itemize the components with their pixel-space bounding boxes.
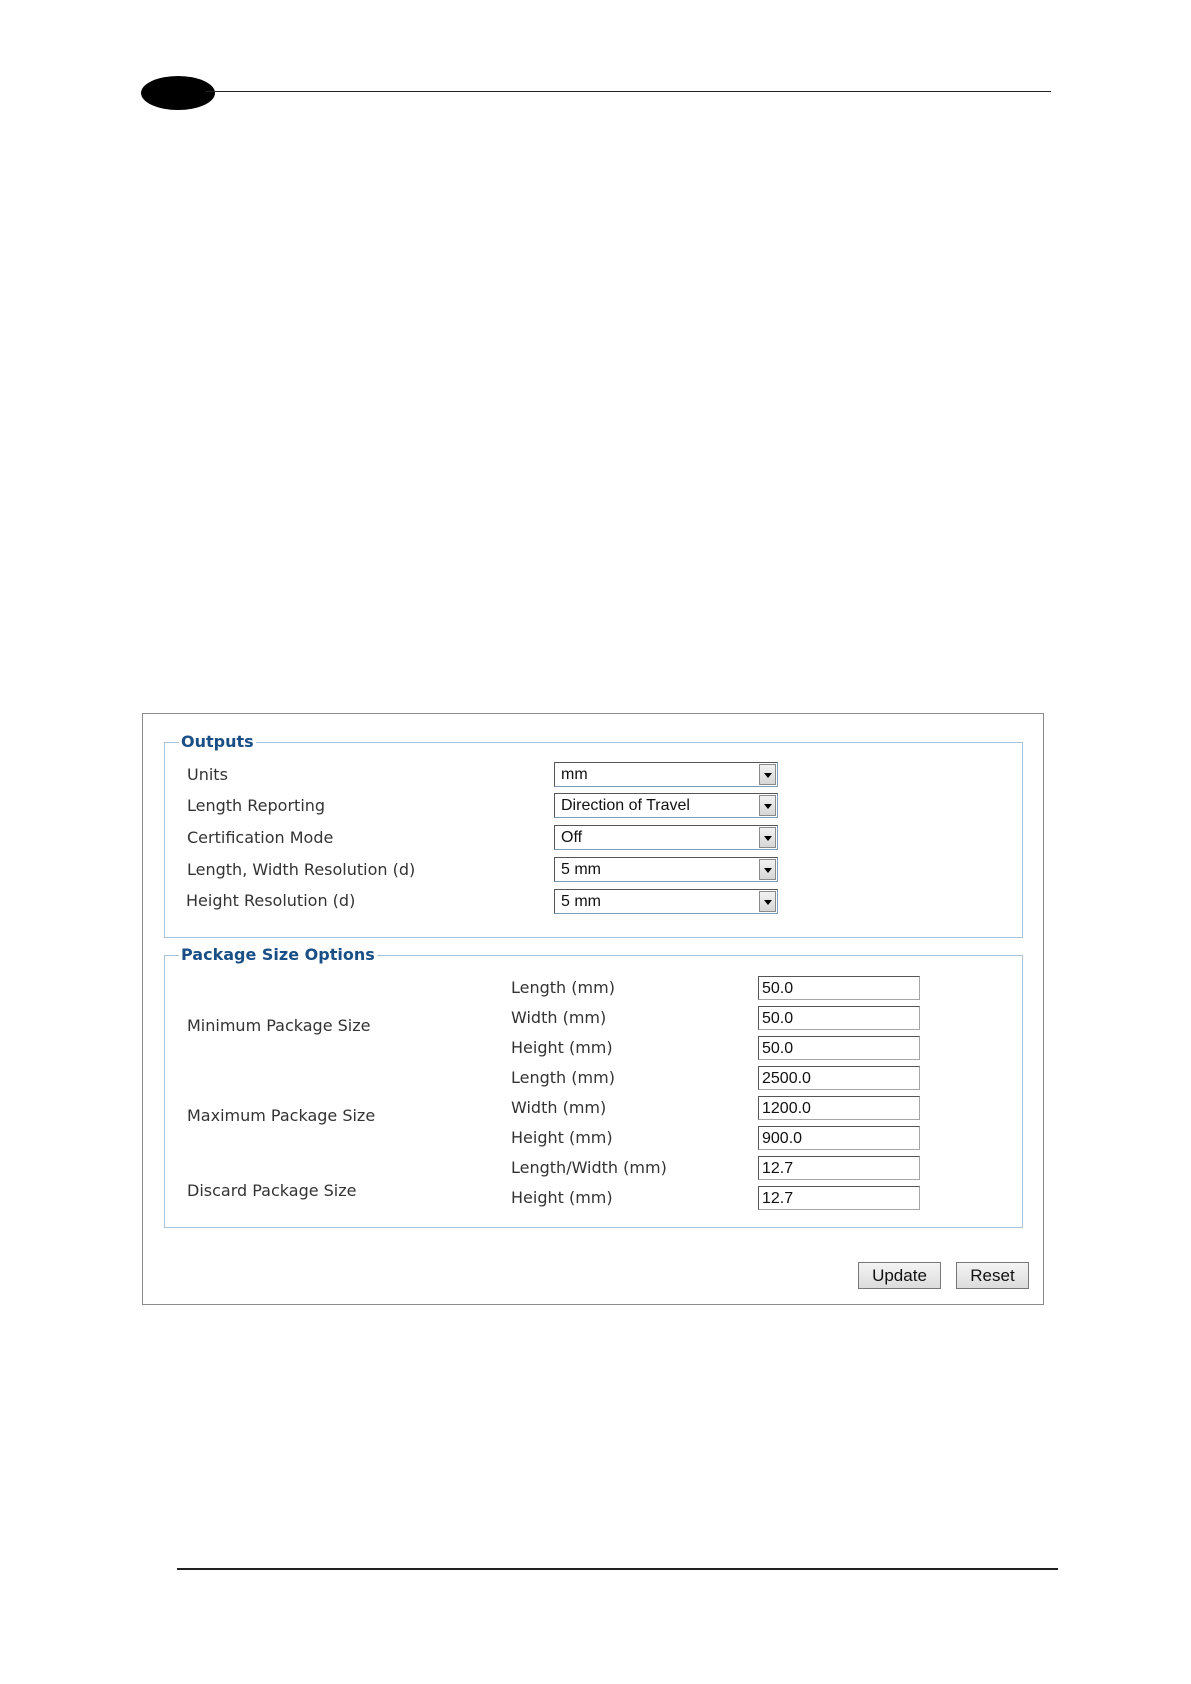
discard-package-size-label: Discard Package Size [187,1181,357,1200]
min-length-label: Length (mm) [511,978,615,997]
discard-length-width-input[interactable]: 12.7 [758,1156,920,1180]
certification-mode-select[interactable] [554,825,778,850]
package-size-legend: Package Size Options [181,945,375,964]
chevron-down-icon[interactable] [759,827,776,848]
max-width-input[interactable]: 1200.0 [758,1096,920,1120]
height-resolution-select[interactable] [554,889,778,914]
max-length-input[interactable]: 2500.0 [758,1066,920,1090]
footer-rule [177,1568,1058,1570]
height-resolution-label: Height Resolution (d) [186,891,356,910]
length-reporting-select[interactable] [554,793,778,818]
max-width-label: Width (mm) [511,1098,607,1117]
chevron-down-icon[interactable] [759,795,776,816]
chevron-down-icon[interactable] [759,891,776,912]
package-size-fieldset [164,945,1023,1228]
settings-panel [142,713,1044,1305]
update-button[interactable]: Update [858,1262,941,1289]
outputs-fieldset [164,732,1023,938]
max-height-label: Height (mm) [511,1128,613,1147]
chevron-down-icon[interactable] [759,764,776,785]
discard-length-width-label: Length/Width (mm) [511,1158,667,1177]
min-height-label: Height (mm) [511,1038,613,1057]
minimum-package-size-label: Minimum Package Size [187,1016,371,1035]
reset-button[interactable]: Reset [956,1262,1029,1289]
length-width-resolution-label: Length, Width Resolution (d) [187,860,416,879]
units-select-value: mm [561,766,588,783]
length-width-resolution-select-value: 5 mm [561,861,601,878]
units-label: Units [187,765,228,784]
discard-height-label: Height (mm) [511,1188,613,1207]
min-width-input[interactable]: 50.0 [758,1006,920,1030]
header-rule [206,91,1051,92]
min-height-input[interactable]: 50.0 [758,1036,920,1060]
certification-mode-select-value: Off [561,829,583,846]
certification-mode-label: Certification Mode [187,828,334,847]
maximum-package-size-label: Maximum Package Size [187,1106,376,1125]
max-height-input[interactable]: 900.0 [758,1126,920,1150]
outputs-legend: Outputs [181,732,254,751]
length-reporting-select-value: Direction of Travel [561,797,690,814]
units-select[interactable] [554,762,778,787]
chapter-tab-marker [141,76,215,110]
discard-height-input[interactable]: 12.7 [758,1186,920,1210]
chevron-down-icon[interactable] [759,859,776,880]
height-resolution-select-value: 5 mm [561,893,601,910]
length-width-resolution-select[interactable] [554,857,778,882]
length-reporting-label: Length Reporting [187,796,326,815]
min-width-label: Width (mm) [511,1008,607,1027]
max-length-label: Length (mm) [511,1068,615,1087]
min-length-input[interactable]: 50.0 [758,976,920,1000]
